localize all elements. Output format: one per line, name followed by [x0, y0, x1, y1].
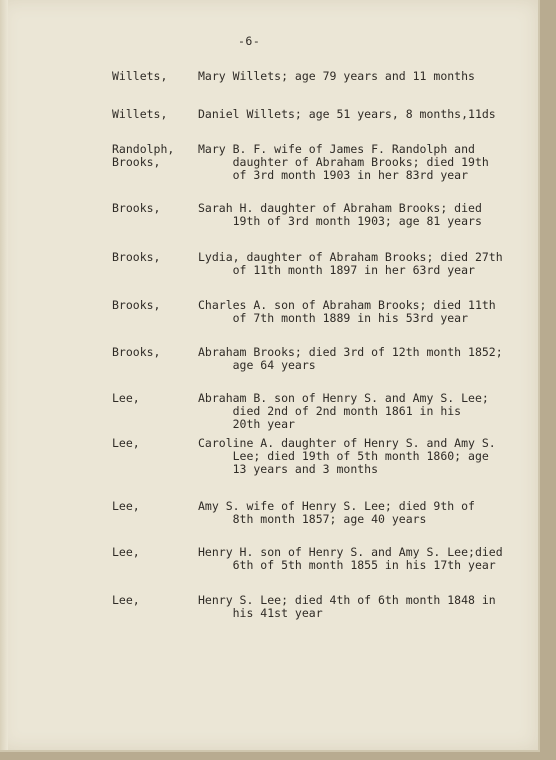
entry-surname: Brooks, — [112, 345, 161, 359]
entry-text: Daniel Willets; age 51 years, 8 months,11ds — [198, 107, 496, 121]
entry-surname: Lee, — [112, 593, 140, 607]
entry-text: Mary Willets; age 79 years and 11 months — [198, 69, 475, 83]
entry-text: Amy S. wife of Henry S. Lee; died 9th of 8th month 1857; age 40 years — [198, 499, 475, 526]
entry-surname: Willets, — [112, 107, 168, 121]
entry-surname: Brooks, — [112, 250, 161, 264]
entry-surname: Brooks, — [112, 298, 161, 312]
page-number: -6- — [238, 34, 261, 48]
entry-text: Caroline A. daughter of Henry S. and Amy S. Lee; died 19th of 5th month 1860; age 13 years and 3 months — [198, 436, 496, 476]
entry-surname: Willets, — [112, 69, 168, 83]
entry-text: Abraham Brooks; died 3rd of 12th month 1852; age 64 years — [198, 345, 503, 372]
entry-text: Lydia, daughter of Abraham Brooks; died 27th of 11th month 1897 in her 63rd year — [198, 250, 503, 277]
entry-text: Sarah H. daughter of Abraham Brooks; died 19th of 3rd month 1903; age 81 years — [198, 201, 482, 228]
entry-text: Henry H. son of Henry S. and Amy S. Lee;died 6th of 5th month 1855 in his 17th year — [198, 545, 503, 572]
entry-surname: Lee, — [112, 499, 140, 513]
entry-surname: Lee, — [112, 391, 140, 405]
page-spine-shadow — [0, 0, 8, 750]
entry-text: Mary B. F. wife of James F. Randolph and daughter of Abraham Brooks; died 19th of 3rd month 1903 in her 83rd year — [198, 142, 489, 182]
entry-text: Charles A. son of Abraham Brooks; died 11th of 7th month 1889 in his 53rd year — [198, 298, 496, 325]
entry-text: Henry S. Lee; died 4th of 6th month 1848 in his 41st year — [198, 593, 496, 620]
entry-surname: Randolph, Brooks, — [112, 142, 175, 169]
entry-surname: Brooks, — [112, 201, 161, 215]
entry-surname: Lee, — [112, 545, 140, 559]
entry-text: Abraham B. son of Henry S. and Amy S. Lee; died 2nd of 2nd month 1861 in his 20th year — [198, 391, 489, 431]
entry-surname: Lee, — [112, 436, 140, 450]
